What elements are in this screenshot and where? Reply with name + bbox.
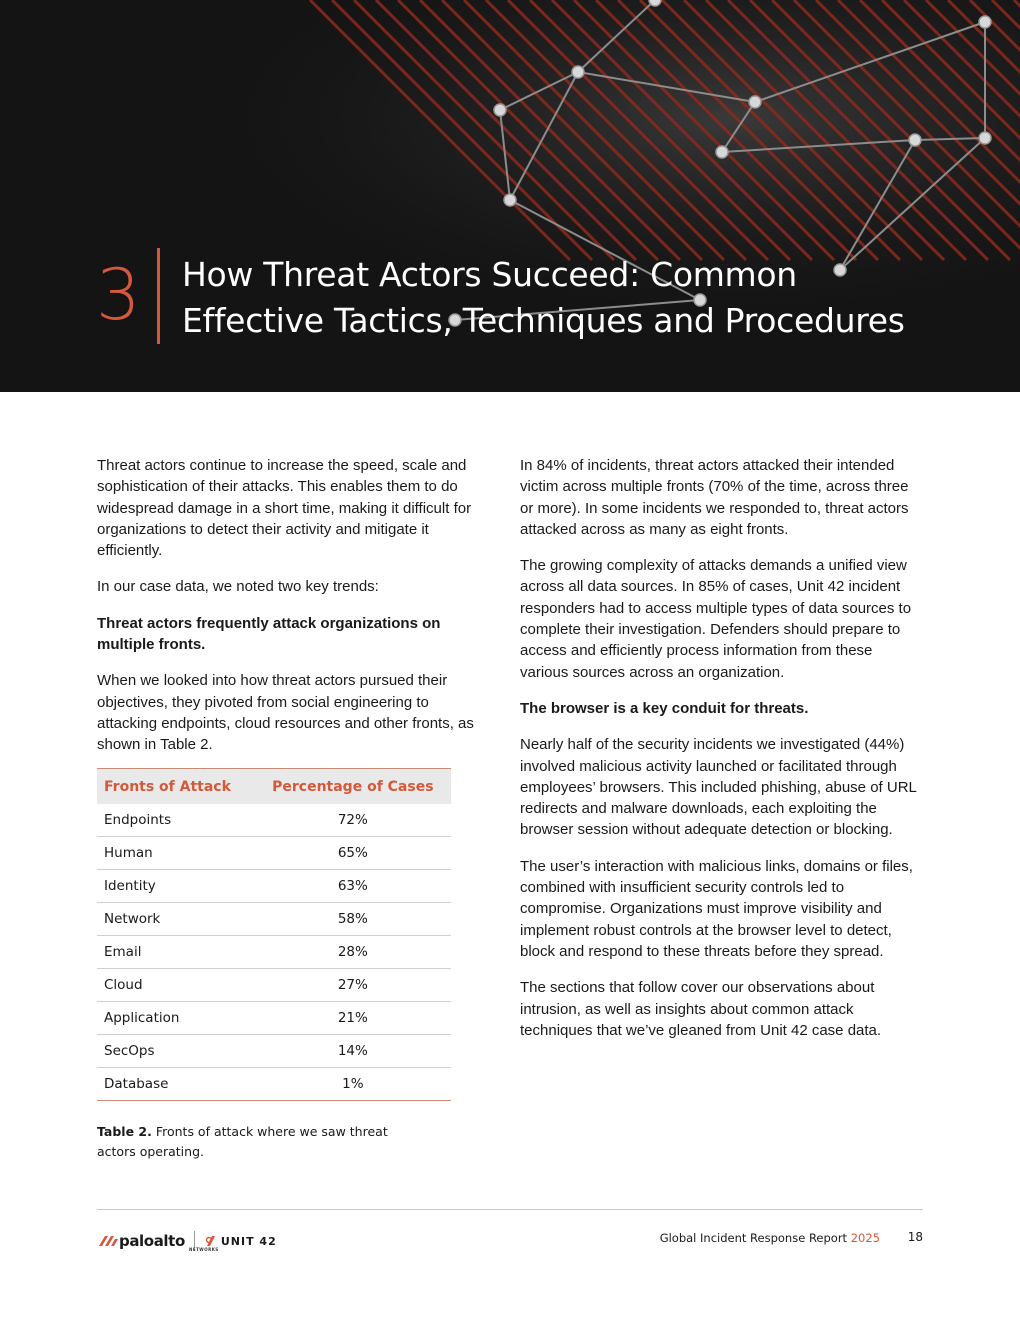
paragraph: Nearly half of the security incidents we investigated (44%) involved malicious activity launched or facilitated through employees’ browsers. This included phishing, abuse of URL redirects and malware downloads, each exploiting the browser session without adequate detection or blocking.	[520, 736, 917, 839]
cell-percentage: 1%	[255, 1068, 451, 1101]
unit42-wordmark: UNIT 42	[220, 1234, 277, 1248]
header-percentage: Percentage of Cases	[272, 778, 434, 795]
paragraph: In 84% of incidents, threat actors attacked their intended victim across multiple fronts (70% of the time, across three or more). In some incidents we responded to, threat actors attacked across as many as eight fronts.	[520, 457, 909, 538]
table-row	[97, 870, 451, 903]
page-number: 18	[907, 1230, 923, 1244]
table-row	[97, 969, 451, 1002]
network-node	[494, 104, 506, 116]
table-row	[97, 1068, 451, 1101]
cell-front: Email	[97, 936, 255, 969]
cell-front: Identity	[97, 870, 255, 903]
table-row	[97, 1002, 451, 1035]
cell-front: Network	[97, 903, 255, 936]
cell-percentage: 27%	[255, 969, 451, 1002]
paloalto-logo-icon	[97, 1233, 119, 1249]
table-header-row	[97, 769, 451, 805]
report-title	[560, 1231, 880, 1245]
fronts-of-attack-table	[97, 768, 451, 1101]
left-column	[97, 455, 477, 771]
cell-percentage: 65%	[255, 837, 451, 870]
cell-front: Cloud	[97, 969, 255, 1002]
paloalto-wordmark	[119, 1232, 219, 1252]
network-node	[504, 194, 516, 206]
network-node	[749, 96, 761, 108]
network-node	[979, 16, 991, 28]
subheading: The browser is a key conduit for threats.	[520, 699, 809, 717]
subheading: Threat actors frequently attack organizations on multiple fronts.	[97, 614, 441, 654]
network-node	[909, 134, 921, 146]
logo-text: paloalto	[119, 1232, 185, 1250]
cell-front: Human	[97, 837, 255, 870]
cell-percentage: 72%	[255, 804, 451, 837]
cell-percentage: 63%	[255, 870, 451, 903]
paragraph: When we looked into how threat actors pursued their objectives, they pivoted from social engineering to attacking endpoints, cloud resources and other fronts, as shown in Table 2.	[97, 672, 474, 754]
chapter-title-line-1: How Threat Actors Succeed: Common	[182, 255, 797, 294]
cell-front: Application	[97, 1002, 255, 1035]
cell-percentage: 58%	[255, 903, 451, 936]
right-column	[520, 455, 924, 1056]
hero-banner	[0, 0, 1020, 392]
table-row	[97, 903, 451, 936]
footer-logo	[97, 1229, 277, 1253]
paragraph: In our case data, we noted two key trends:	[97, 578, 379, 596]
table-row	[97, 1035, 451, 1068]
report-title-text: Global Incident Response Report	[659, 1231, 851, 1245]
network-node	[979, 132, 991, 144]
network-node	[572, 66, 584, 78]
header-fronts: Fronts of Attack	[104, 778, 231, 795]
paragraph: Threat actors continue to increase the speed, scale and sophistication of their attacks. This enables them to do widespread damage in a short time, making it difficult for organizations to detect their activity and mitigate it efficiently.	[97, 457, 472, 560]
chapter-title-line-2: Effective Tactics, Techniques and Procedures	[182, 301, 905, 340]
cell-percentage: 14%	[255, 1035, 451, 1068]
footer-divider	[97, 1209, 923, 1210]
network-node	[716, 146, 728, 158]
chapter-divider	[157, 248, 160, 344]
chapter-number: 3	[96, 254, 141, 336]
cell-percentage: 28%	[255, 936, 451, 969]
table-row	[97, 837, 451, 870]
cell-front: SecOps	[97, 1035, 255, 1068]
table-row	[97, 936, 451, 969]
logo-subtext: NETWORKS	[189, 1247, 219, 1252]
paragraph: The growing complexity of attacks demands a unified view across all data sources. In 85% of cases, Unit 42 incident responders had to access multiple types of data sources to complete their investigation. Defenders should prepare to access and efficiently process information from these various sources across an organization.	[520, 557, 912, 681]
network-node	[649, 0, 661, 6]
chapter-title	[182, 252, 962, 344]
table-row	[97, 804, 451, 837]
unit42-logo-icon	[204, 1234, 218, 1248]
caption-text: Fronts of attack where we saw threat actors operating.	[97, 1124, 388, 1159]
caption-label: Table 2.	[97, 1124, 152, 1139]
cell-percentage: 21%	[255, 1002, 451, 1035]
cell-front: Database	[97, 1068, 255, 1101]
paragraph: The user’s interaction with malicious links, domains or files, combined with insufficient security controls led to compromise. Organizations must improve visibility and implement robust controls at the browser level to detect, block and respond to these threats before they spread.	[520, 857, 913, 960]
report-year: 2025	[850, 1231, 880, 1245]
cell-front: Endpoints	[97, 804, 255, 837]
paragraph: The sections that follow cover our observations about intrusion, as well as insights about common attack techniques that we’ve gleaned from Unit 42 case data.	[520, 979, 882, 1039]
table-caption	[97, 1122, 397, 1162]
